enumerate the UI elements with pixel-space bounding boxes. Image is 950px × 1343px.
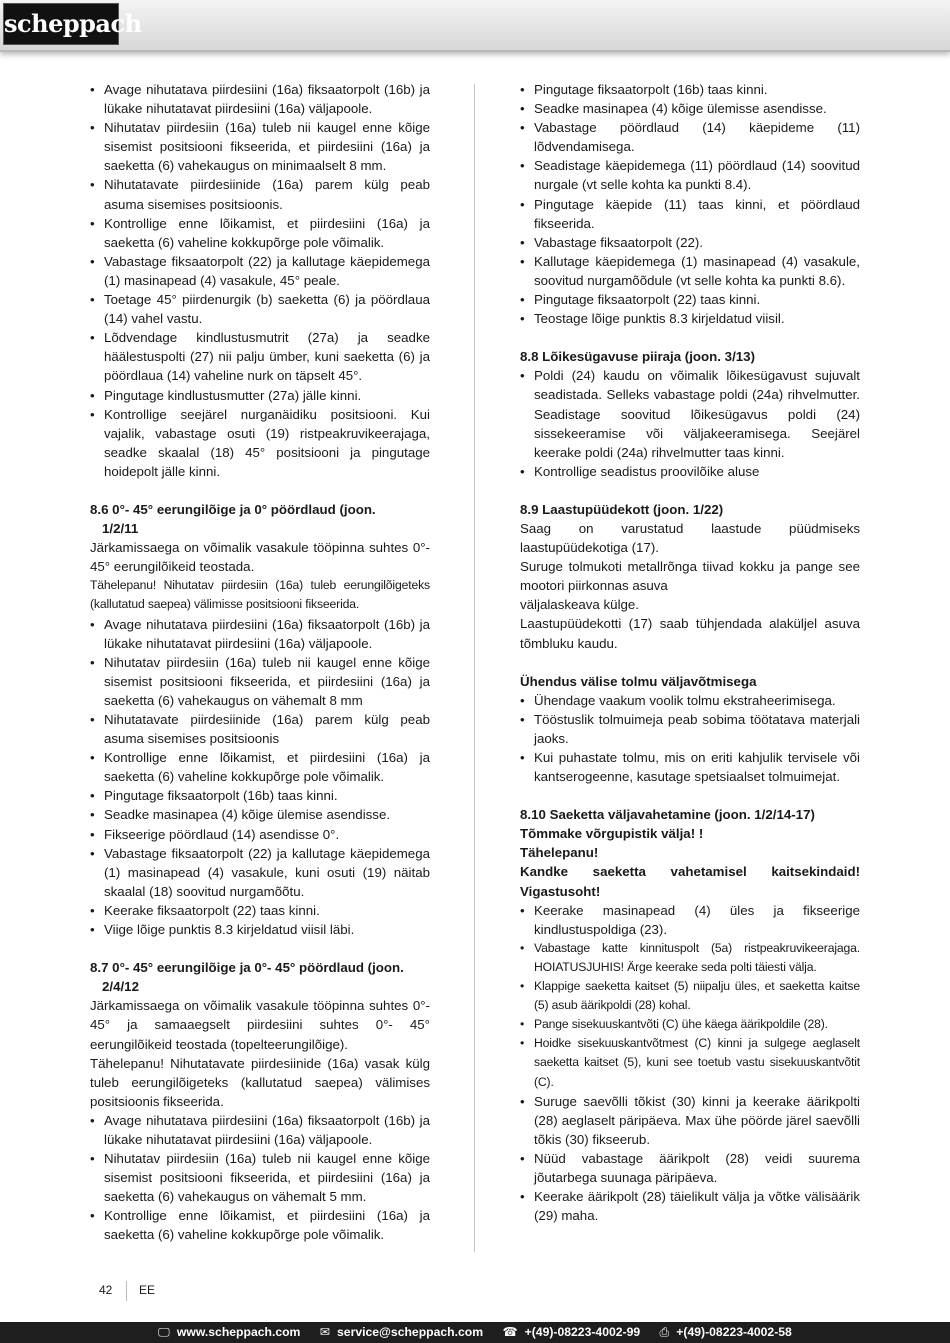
section-text: Suruge tolmukoti metallrõnga tiivad kokku ja pange see mootori piirkonnas asuva — [520, 559, 860, 594]
section-text: Saag on varustatud laastude püüdmiseks laastupüüdekotiga (17). — [520, 520, 860, 556]
list-item: • Kallutage käepidemega (1) masinapead (4) vasakule, soovitud nurgamõõdule (vt selle kohta ka punkti 8.6). — [520, 252, 860, 290]
dust-list — [520, 691, 860, 786]
list-item: • Hoidke sisekuuskantvõtmest (C) kinni ja sulgege aeglaselt saeketta kaitset (5), kuni see toetub vastu sisekuuskantvõtit (C). — [520, 1034, 860, 1091]
section-note: Tähelepanu! Nihutatavate piirdesiinide (16a) vasak külg tuleb eerungilõigeteks (kallutatud saepea) välimises positsioonis fikseerida. — [90, 1055, 430, 1109]
list-item: • Tööstuslik tolmuimeja peab sobima töötatava materjali jaoks. — [520, 710, 860, 748]
list-item: • Vabastage pöördlaud (14) käepideme (11) lõdvendamisega. — [520, 118, 860, 156]
list-item: • Teostage lõige punktis 8.3 kirjeldatud viisil. — [520, 309, 860, 328]
list-item: • Klappige saeketta kaitset (5) niipalju üles, et saeketta kaitse (5) asub äärikpoldi (28) kohal. — [520, 977, 860, 1015]
footer-phone[interactable]: ☎ +(49)-08223-4002-99 — [502, 1325, 641, 1339]
list-item: • Nihutatavate piirdesiinide (16a) parem külg peab asuma sisemises positsioonis — [90, 710, 430, 748]
list-item: • Kui puhastate tolmu, mis on eriti kahjulik tervisele või kantserogeenne, kasutage spetsiaalset tolmuimejat. — [520, 748, 860, 786]
section-8-8-list — [520, 366, 860, 481]
list-item: • Nüüd vabastage äärikpolt (28) veidi suurema jõutarbega suunaga päripäeva. — [520, 1149, 860, 1187]
list-item: • Kontrollige seejärel nurganäidiku positsiooni. Kui vajalik, vabastage osuti (19) ristpeakruvikeerajaga, seadke skaalal (18) 45° positsiooni ja pingutage hoidepolt jälle kinni. — [90, 405, 430, 481]
list-item: • Keerake masinapead (4) üles ja fikseerige kindlustuspoldiga (23). — [520, 901, 860, 939]
list-item: • Avage nihutatava piirdesiini (16a) fiksaatorpolt (16b) ja lükake nihutatavat piirdesiini (16a) väljapoole. — [90, 615, 430, 653]
fax-icon: ⎙ — [659, 1325, 670, 1339]
mail-icon: ✉ — [319, 1325, 331, 1339]
list-item: • Nihutatav piirdesiin (16a) tuleb nii kaugel enne kõige sisemist positsiooni fikseerida, et piirdesiini (16a) ja saeketta (6) vahekaugus on vähemalt 5 mm. — [90, 1149, 430, 1206]
page-number: 42 — [99, 1283, 113, 1297]
section-heading-8-6: 8.6 0°- 45° eerungilõige ja 0° pöördlaud (joon. 1/2/11 — [90, 501, 376, 537]
list-item: • Keerake äärikpolt (28) täielikult välja ja võtke välisäärik (29) maha. — [520, 1187, 860, 1225]
left-column — [90, 80, 430, 1245]
section-text: väljalaskeava külge. — [520, 597, 640, 613]
section-8-7-list — [90, 1111, 430, 1245]
list-item: • Toetage 45° piirdenurgik (b) saeketta (6) ja pöördlaua (14) vahel vastu. — [90, 290, 430, 328]
list-item: • Pingutage käepide (11) taas kinni, et pöördlaud fikseerida. — [520, 195, 860, 233]
page-header — [0, 0, 950, 52]
list-item: • Viige lõige punktis 8.3 kirjeldatud viisil läbi. — [90, 920, 430, 939]
section-heading-8-10: 8.10 Saeketta väljavahetamine (joon. 1/2/14-17) Tõmmake võrgupistik välja! ! Tähelepanu! Kandke saeketta vahetamisel kaitsekindaid! Vigastusoht! — [520, 807, 860, 899]
footer-email[interactable]: ✉ service@scheppach.com — [319, 1325, 484, 1339]
list-item: • Pingutage kindlustusmutter (27a) jälle kinni. — [90, 386, 430, 405]
section-note: Tähelepanu! Nihutatav piirdesiin (16a) tuleb eerungilõigeteks (kallutatud saepea) välimisse positsiooni fikseerida. — [90, 578, 430, 612]
list-item: • Keerake fiksaatorpolt (22) taas kinni. — [90, 901, 430, 920]
section-heading-8-9: 8.9 Laastupüüdekott (joon. 1/22) — [520, 501, 724, 517]
column-divider — [474, 84, 475, 1252]
list-item: • Seadke masinapea (4) kõige ülemisse asendisse. — [520, 99, 860, 118]
list-item: • Nihutatav piirdesiin (16a) tuleb nii kaugel enne kõige sisemist positsiooni fikseerida, et piirdesiini (16a) ja saeketta (6) vahekaugus on vähemalt 8 mm — [90, 653, 430, 710]
right-column — [520, 80, 860, 1225]
list-item: • Pingutage fiksaatorpolt (16b) taas kinni. — [90, 786, 430, 805]
list-item: • Ühendage vaakum voolik tolmu ekstraheerimisega. — [520, 691, 860, 710]
section-text: Laastupüüdekotti (17) saab tühjendada alaküljel asuva tõmbluku kaudu. — [520, 616, 860, 651]
list-item: • Avage nihutatava piirdesiini (16a) fiksaatorpolt (16b) ja lükake nihutatavat piirdesiini (16a) väljapoole. — [90, 1111, 430, 1149]
section-8-10-list — [520, 901, 860, 1226]
list-item: • Kontrollige enne lõikamist, et piirdesiini (16a) ja saeketta (6) vaheline kokkupõrge pole võimalik. — [90, 1206, 430, 1244]
monitor-icon: 🖵 — [158, 1325, 170, 1339]
list-item: • Nihutatavate piirdesiinide (16a) parem külg peab asuma sisemises positsioonis. — [90, 175, 430, 213]
list-item: • Avage nihutatava piirdesiini (16a) fiksaatorpolt (16b) ja lükake nihutatavat piirdesiini (16a) väljapoole. — [90, 80, 430, 118]
section-text: Järkamissaega on võimalik vasakule tööpinna suhtes 0°- 45° eerungilõikeid teostada. — [90, 540, 430, 575]
list-item: • Fikseerige pöördlaud (14) asendisse 0°. — [90, 825, 430, 844]
list-item: • Kontrollige enne lõikamist, et piirdesiini (16a) ja saeketta (6) vaheline kokkupõrge pole võimalik. — [90, 748, 430, 786]
section-heading-8-7: 8.7 0°- 45° eerungilõige ja 0°- 45° pöördlaud (joon. 2/4/12 — [90, 960, 404, 995]
list-item: • Pingutage fiksaatorpolt (22) taas kinni. — [520, 290, 860, 309]
section-heading-dust: Ühendus välise tolmu väljavõtmisega — [520, 673, 757, 689]
page-language: EE — [139, 1283, 156, 1297]
list-item: • Suruge saevõlli tõkist (30) kinni ja keerake äärikpolti (28) aeglaselt päripäeva. Max ühe pöörde järel saevõlli tõkis (30) fikseerub. — [520, 1092, 860, 1149]
brand-logo: scheppach — [3, 3, 119, 45]
list-item: • Vabastage fiksaatorpolt (22). — [520, 233, 860, 252]
list-item: • Seadke masinapea (4) kõige ülemise asendisse. — [90, 805, 430, 824]
list-item: • Pingutage fiksaatorpolt (16b) taas kinni. — [520, 80, 860, 99]
list-item: • Vabastage fiksaatorpolt (22) ja kallutage käepidemega (1) masinapead (4) vasakule, kuni osuti (19) näitab skaalal (18) soovitud nurgamõõtu. — [90, 844, 430, 901]
list-item: • Kontrollige enne lõikamist, et piirdesiini (16a) ja saeketta (6) vaheline kokkupõrge pole võimalik. — [90, 214, 430, 252]
footer-fax[interactable]: ⎙ +(49)-08223-4002-58 — [659, 1325, 792, 1339]
intro-list-left — [90, 80, 430, 481]
list-item: • Nihutatav piirdesiin (16a) tuleb nii kaugel enne kõige sisemist positsiooni fikseerida, et piirdesiini (16a) ja saeketta (6) vahekaugus on minimaalselt 8 mm. — [90, 118, 430, 175]
page-footer — [0, 1322, 950, 1343]
page-number-separator — [126, 1281, 127, 1301]
phone-icon: ☎ — [502, 1325, 518, 1339]
list-item: • Lõdvendage kindlustusmutrit (27a) ja seadke häälestuspolti (27) nii palju ümber, kuni saeketta (6) ja pöördlaua (14) vaheline nurk on täpselt 45°. — [90, 328, 430, 385]
list-item: • Kontrollige seadistus proovilõike aluse — [520, 462, 860, 481]
list-item: • Poldi (24) kaudu on võimalik lõikesügavust sujuvalt seadistada. Selleks vabastage poldi (24a) rihvelmutter. Seadistage soovitud lõikesügavus poldi (24) sissekeeramise või väljakeeramisega. Seejärel keerake poldi (24a) rihvelmutter taas kinni. — [520, 366, 860, 461]
section-text: Järkamissaega on võimalik vasakule tööpinna suhtes 0°- 45° ja samaaegselt piirdesiini suhtes 0°- 45° eerungilõikeid teostada (topelteerungilõige). — [90, 998, 430, 1052]
list-item: • Vabastage katte kinnituspolt (5a) ristpeakruvikeerajaga. HOIATUSJUHIS! Ärge keerake seda polti täiesti välja. — [520, 939, 860, 977]
footer-web[interactable]: 🖵 www.scheppach.com — [158, 1325, 301, 1339]
list-item: • Seadistage käepidemega (11) pöördlaud (14) soovitud nurgale (vt selle kohta ka punkti 8.4). — [520, 156, 860, 194]
section-8-6-list — [90, 615, 430, 940]
section-heading-8-8: 8.8 Lõikesügavuse piiraja (joon. 3/13) — [520, 349, 755, 365]
list-item: • Pange sisekuuskantvõti (C) ühe käega äärikpoldile (28). — [520, 1015, 860, 1034]
intro-list-right — [520, 80, 860, 328]
list-item: • Vabastage fiksaatorpolt (22) ja kallutage käepidemega (1) masinapead (4) vasakule, 45° peale. — [90, 252, 430, 290]
